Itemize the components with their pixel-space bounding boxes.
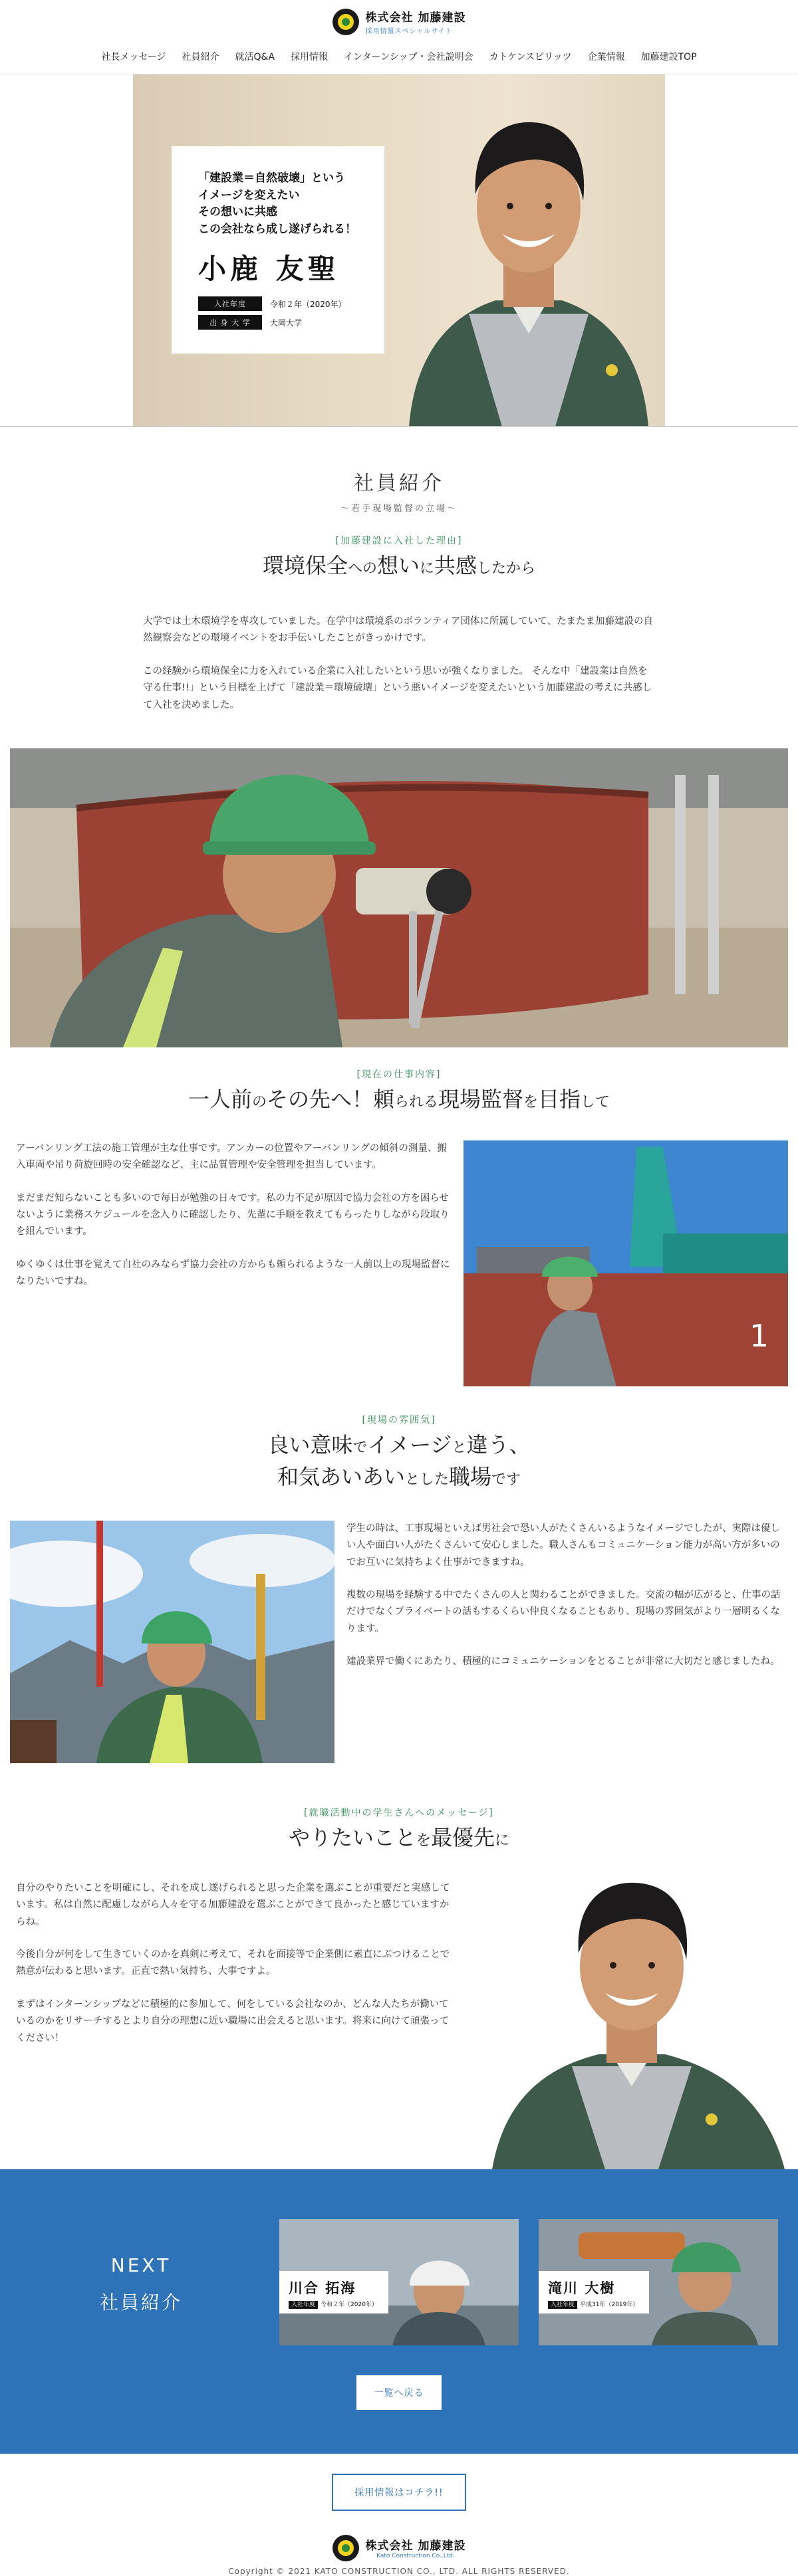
qa-reason [0,534,798,714]
qa-body [346,1521,782,1763]
title-part: 想い [376,553,420,578]
qa-message [0,1806,798,2169]
footer-company-en: Kato Construction Co.,Ltd. [376,2553,455,2560]
title-part: と [452,1439,467,1456]
profile-meta [198,296,362,330]
title-part: に [420,560,435,577]
nav-top[interactable]: 加藤建設TOP [640,52,697,62]
next-card-label: 入社年度 [289,2301,318,2309]
next-card-label: 入社年度 [548,2301,577,2309]
title-part: です [491,1471,521,1488]
nav-spirits[interactable]: カトケンスピリッツ [489,52,572,62]
qa-atmosphere [0,1413,798,1763]
qa-label: [就職活動中の学生さんへのメッセージ] [304,1807,494,1818]
qa-work [0,1067,798,1386]
company-logo-icon [332,9,359,35]
next-staff-card[interactable] [539,2219,778,2345]
title-part: 頼 [372,1086,394,1112]
paragraph: アーバンリング工法の施工管理が主な仕事です。アンカーの位置やアーバンリングの傾斜の測量、搬入車両や吊り荷旋回時の安全確認など、主に品質管理や安全管理を担当しています。 [16,1142,447,1171]
paragraph: 学生の時は、工事現場といえば男社会で恐い人がたくさんいるようなイメージでしたが、実際は優しい人や面白い人がたくさんいて安心しました。職人さんもコミュニケーション能力が高い方が多いのでお互いに気持ちよく仕事ができますね。 [346,1523,781,1568]
paragraph: 建設業界で働くにあたり、積極的にコミュニケーションをとることが非常に大切だと感じましたね。 [346,1656,780,1667]
title-part: られる [394,1093,438,1111]
closing-portrait-image [492,1880,798,2169]
site-logo[interactable] [332,8,466,35]
next-staff-card[interactable] [279,2219,519,2345]
paragraph: この経験から環境保全に力を入れている企業に入社したいという思いが強くなりました。 そんな中「建設業は自然を守る仕事!!」という目標を上げて「建設業＝環境破壊」という悪いイメージを変えたいという加藤建設の考えに共感して入社を決めました。 [143,665,652,710]
qa-body [16,1880,452,2169]
hero-person-image [389,94,668,427]
title-part: やりたいこと [288,1824,416,1850]
next-card-year: 平成31年（2019年） [580,2301,639,2308]
copyright: Copyright © 2021 KATO CONSTRUCTION CO., LTD. ALL RIGHTS RESERVED. [228,2566,570,2576]
global-nav [93,50,704,63]
page-title: 社員紹介 [354,472,444,495]
worker-portrait-photo [10,1521,334,1763]
title-part: イメージ [367,1432,452,1457]
qa-label: [加藤建設に入社した理由] [335,536,463,546]
next-card-name: 川合 拓海 [289,2279,356,2296]
title-part: 共感 [434,553,477,578]
next-card-year: 令和２年（2020年） [321,2301,378,2308]
crane-site-photo [464,1140,788,1386]
catch-line: 「建設業＝自然破壊」という [198,171,345,185]
paragraph: ゆくゆくは仕事を覚えて自社のみならず協力会社の方からも頼られるような一人前以上の現場監督になりたいですね。 [16,1259,450,1287]
title-part: を [523,1093,539,1111]
nav-recruit[interactable]: 採用情報 [291,52,329,62]
catch-copy [198,170,362,238]
join-year-label: 入社年度 [198,296,262,311]
title-part: で [352,1439,368,1456]
title-part: 一人前 [188,1086,252,1112]
catch-line: この会社なら成し遂げられる！ [198,222,356,236]
qa-title [0,1083,798,1115]
qa-label: [現在の仕事内容] [356,1069,442,1080]
title-part: の [251,1093,267,1111]
svg-text:1: 1 [749,1317,769,1354]
title-part: 良い意味 [267,1432,353,1457]
title-part: したから [477,560,536,577]
qa-title [0,550,798,582]
title-part: に [495,1832,510,1849]
page-subtitle: 〜若手現場監督の立場〜 [340,504,458,514]
title-part: を [416,1832,431,1849]
site-header [0,0,798,74]
logo-company-name: 株式会社 加藤建設 [365,11,466,25]
footer-company-name: 株式会社 加藤建設 [365,2539,466,2553]
nav-internship[interactable]: インターンシップ・会社説明会 [344,52,473,62]
qa-body [16,1140,452,1386]
back-to-list-button[interactable]: 一覧へ戻る [356,2375,442,2410]
qa-body [143,613,655,714]
recruit-info-button[interactable]: 採用情報はコチラ!! [332,2474,466,2511]
nav-job-qa[interactable]: 就活Q&A [235,52,275,62]
company-logo-icon [332,2535,359,2561]
qa-title [0,1429,798,1493]
university-value: 大岡大学 [270,318,303,328]
site-footer [0,2535,798,2576]
catch-line: その想いに共感 [198,205,277,219]
university-label: 出 身 大 学 [198,315,262,330]
nav-president-message[interactable]: 社長メッセージ [101,52,166,62]
title-part: への [347,560,377,577]
paragraph: まずはインターンシップなどに積極的に参加して、何をしている会社なのか、どんな人たちが働いているのかをリサーチするとより自分の理想に近い職場に出会えると思います。将来に向けて頑張ってください！ [16,1998,450,2044]
section-intro [0,427,798,514]
recruit-link-area [0,2454,798,2511]
title-part: 職場 [449,1463,492,1489]
nav-company[interactable]: 企業情報 [587,52,625,62]
nav-staff[interactable]: 社員紹介 [182,52,219,62]
next-card-name: 滝川 大樹 [548,2279,616,2296]
employee-name: 小鹿 友聖 [198,253,340,285]
next-title-en: NEXT [110,2254,172,2276]
logo-subtitle: 採用情報スペシャルサイト [365,28,453,35]
footer-logo[interactable] [0,2535,798,2561]
title-part: 最優先 [431,1824,495,1850]
title-part: その先へ！ [266,1086,373,1112]
catch-line: イメージを変えたい [198,188,300,202]
next-title-jp: 社員紹介 [100,2291,183,2313]
title-part: 目指 [538,1086,581,1112]
paragraph: 大学では土木環境学を専攻していました。在学中は環境系のボランティア団体に所属していて、たまたま加藤建設の自然観察会などの環境イベントをお手伝いしたことがきっかけです。 [143,616,654,644]
site-surveying-photo [10,748,788,1047]
title-part: 環境保全 [262,553,348,578]
title-part: して [581,1093,610,1111]
paragraph: 複数の現場を経験する中でたくさんの人と関わることができました。交流の幅が広がると、仕事の話だけでなくプライベートの話もするくらい仲良くなることもあり、現場の雰囲気がより一層明るくなります。 [346,1590,781,1634]
next-staff-section [0,2169,798,2454]
qa-label: [現場の雰囲気] [362,1414,436,1426]
paragraph: まだまだ知らないことも多いので毎日が勉強の日々です。私の力不足が原因で協力会社の方を困らせないように業務スケジュールを念入りに確認したり、先輩に手順を教えてもらったりしながら段取りを組んでいます。 [16,1192,450,1237]
paragraph: 自分のやりたいことを明確にし、それを成し遂げられると思った企業を選ぶことが重要だと実感しています。私は自然に配慮しながら人々を守る加藤建設を選ぶことができて良かったと感じていますからね。 [16,1882,450,1927]
title-part: とした [404,1471,449,1488]
paragraph: 今後自分が何をして生きていくのかを真剣に考えて、それを面接等で企業側に素直にぶつけることで熱意が伝わると思います。正直で熱い気持ち、大事ですよ。 [16,1949,450,1977]
join-year-value: 令和２年（2020年） [270,299,346,309]
title-part: 和気あいあい [277,1463,405,1489]
profile-card [172,146,384,354]
hero [0,74,798,427]
title-part: 違う、 [466,1432,531,1457]
qa-title [0,1822,798,1854]
next-title [100,2254,182,2315]
title-part: 現場監督 [438,1086,524,1112]
